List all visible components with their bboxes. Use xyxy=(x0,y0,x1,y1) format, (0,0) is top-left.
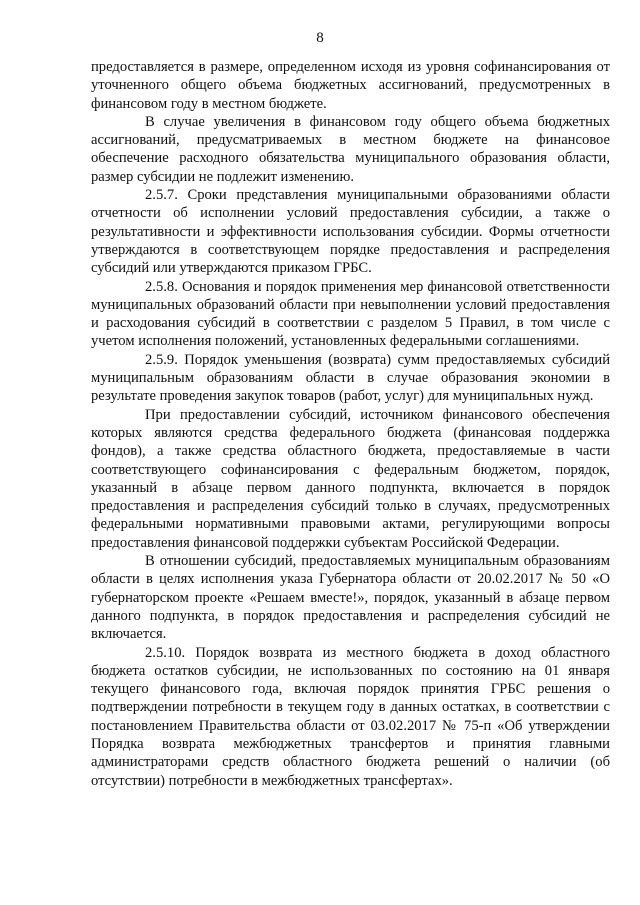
document-body xyxy=(91,58,610,790)
paragraph-subsidy-increase: В случае увеличения в финансовом году общего объема бюджетных ассигнований, предусматриваемых в местном бюджете на финансовое обеспечение расходного обязательства муниципального образования области, размер субсидии не подлежит изменению. xyxy=(91,113,610,185)
paragraph-2-5-10: 2.5.10. Порядок возврата из местного бюджета в доход областного бюджета остатков субсидии, не использованных по состоянию на 01 января текущего финансового года, включая порядок принятия ГРБС решения о подтверждении потребности в текущем году в данных остатках, в соответствии с постановлением Правительства области от 03.02.2017 № 75-п «Об утверждении Порядка возврата межбюджетных трансфертов и принятия главными администраторами средств областного бюджета решений о наличии (об отсутствии) потребности в межбюджетных трансфертах». xyxy=(91,644,610,789)
paragraph-federal-funding: При предоставлении субсидий, источником финансового обеспечения которых являются средства федерального бюджета (финансовая поддержка фондов), а также средства областного бюджета, предоставляемые в части соответствующего софинансирования с федеральным бюджетом, порядок, указанный в абзаце первом данного подпункта, включается в порядок предоставления и распределения субсидий только в случаях, предусмотренных федеральными нормативными правовыми актами, регулирующими вопросы предоставления финансовой поддержки субъектам Российской Федерации. xyxy=(91,406,610,551)
paragraph-2-5-9: 2.5.9. Порядок уменьшения (возврата) сумм предоставляемых субсидий муниципальным образованиям области в случае образования экономии в результате проведения закупок товаров (работ, услуг) для муниципальных нужд. xyxy=(91,351,610,405)
page-number: 8 xyxy=(316,30,324,46)
paragraph-2-5-8: 2.5.8. Основания и порядок применения мер финансовой ответственности муниципальных образований области при невыполнении условий предоставления и расходования субсидий в соответствии с разделом 5 Правил, в том числе с учетом исполнения положений, установленных федеральными соглашениями. xyxy=(91,278,610,350)
paragraph-governor-decree: В отношении субсидий, предоставляемых муниципальным образованиям области в целях исполнения указа Губернатора области от 20.02.2017 № 50 «О губернаторском проекте «Решаем вместе!», порядок, указанный в абзаце первом данного подпункта, в порядок предоставления и распределения субсидий не включается. xyxy=(91,553,610,643)
paragraph-continuation: предоставляется в размере, определенном исходя из уровня софинансирования от уточненного общего объема бюджетных ассигнований, предусмотренных в финансовом году в местном бюджете. xyxy=(91,59,610,112)
paragraph-2-5-7: 2.5.7. Сроки представления муниципальными образованиями области отчетности об исполнении условий предоставления субсидии, а также о результативности и эффективности использования субсидии. Формы отчетности утверждаются в соответствующем порядке предоставления и распределения субсидий или утверждаются приказом ГРБС. xyxy=(91,187,610,277)
